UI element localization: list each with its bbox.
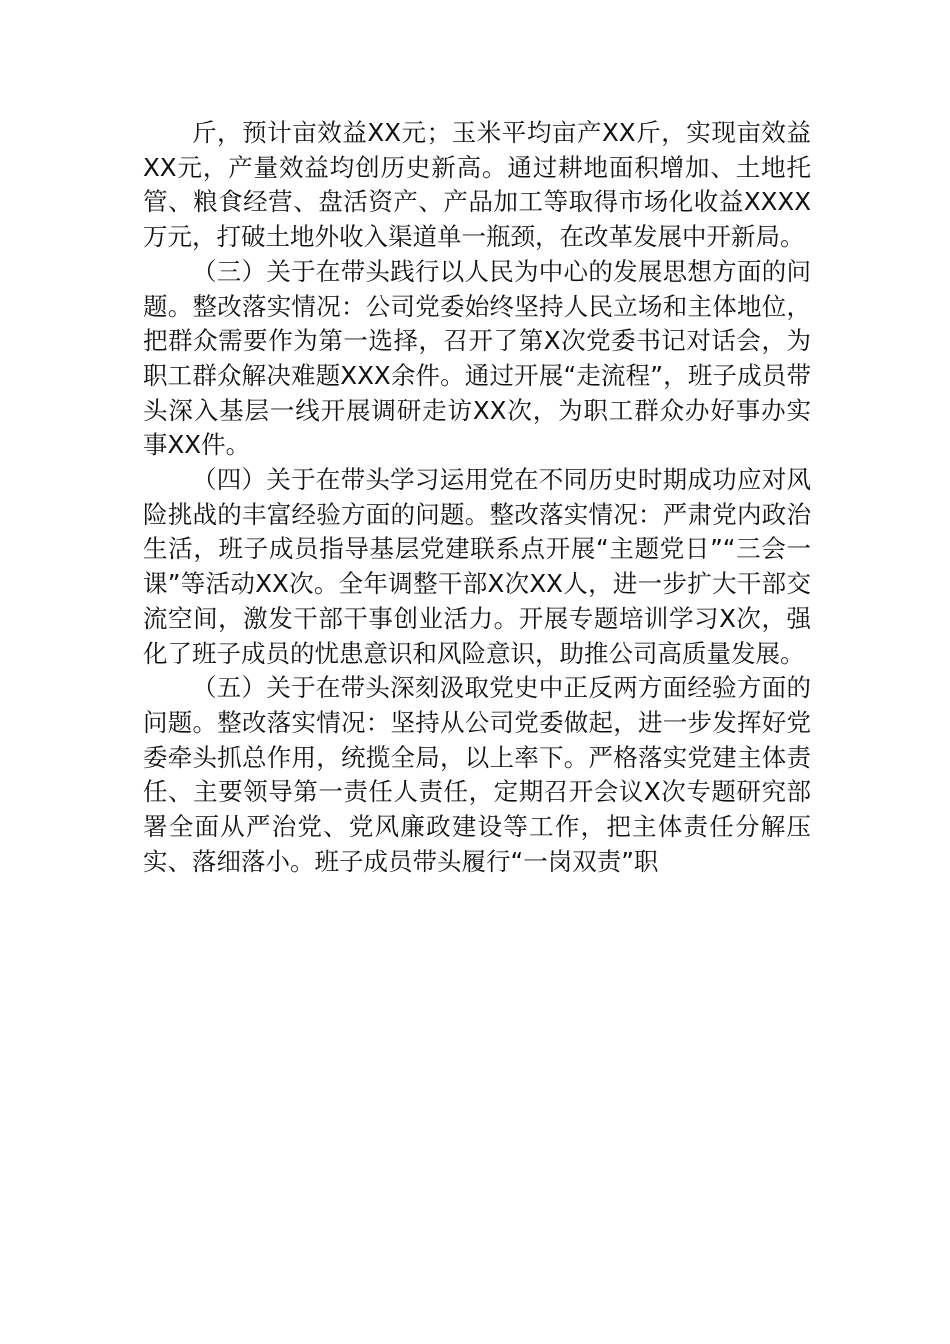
paragraph-section-four: （四）关于在带头学习运用党在不同历史时期成功应对风险挑战的丰富经验方面的问题。整改落实情况：严肃党内政治生活，班子成员指导基层党建联系点开展“主题党日”“三会一课”等活动XX次。全年调整干部X次XX人，进一步扩大干部交流空间，激发干部干事创业活力。开展专题培训学习X次，强化了班子成员的忧患意识和风险意识，助推公司高质量发展。 <box>143 465 811 668</box>
paragraph-harvest-results: 斤，预计亩效益XX元；玉米平均亩产XX斤，实现亩效益XX元，产量效益均创历史新高。通过耕地面积增加、土地托管、粮食经营、盘活资产、产品加工等取得市场化收益XXXX万元，打破土地外收入渠道单一瓶颈，在改革发展中开新局。 <box>143 118 811 252</box>
paragraph-section-three: （三）关于在带头践行以人民为中心的发展思想方面的问题。整改落实情况：公司党委始终坚持人民立场和主体地位，把群众需要作为第一选择，召开了第X次党委书记对话会，为职工群众解决难题XXX余件。通过开展“走流程”，班子成员带头深入基层一线开展调研走访XX次，为职工群众办好事办实事XX件。 <box>143 256 811 460</box>
paragraph-section-five: （五）关于在带头深刻汲取党史中正反两方面经验方面的问题。整改落实情况：坚持从公司党委做起，进一步发挥好党委牵头抓总作用，统揽全局，以上率下。严格落实党建主体责任、主要领导第一责任人责任，定期召开会议X次专题研究部署全面从严治党、党风廉政建设等工作，把主体责任分解压实、落细落小。班子成员带头履行“一岗双责”职 <box>143 673 811 876</box>
document-body <box>143 116 811 879</box>
